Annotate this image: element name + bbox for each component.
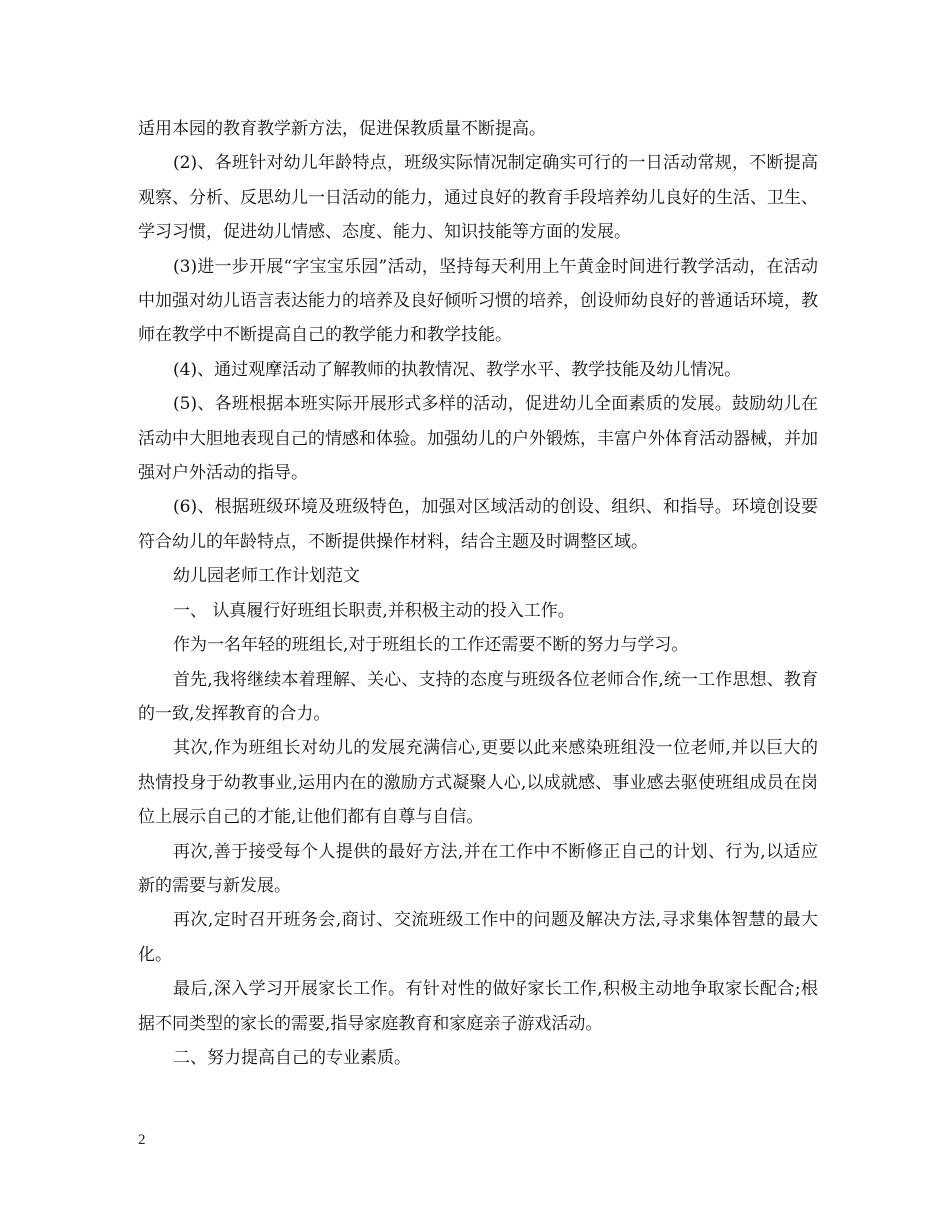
paragraph: (6)、根据班级环境及班级特色，加强对区域活动的创设、组织、和指导。环境创设要符合幼儿的年龄特点，不断提供操作材料，结合主题及时调整区域。 [138, 497, 818, 552]
section-heading: 一、 认真履行好班组长职责,并积极主动的投入工作。 [173, 600, 575, 621]
paragraph: 作为一名年轻的班组长,对于班组长的工作还需要不断的努力与学习。 [173, 635, 689, 656]
paragraph: 最后,深入学习开展家长工作。有针对性的做好家长工作,积极主动地争取家长配合;根据不同类型的家长的需要,指导家庭教育和家庭亲子游戏活动。 [138, 979, 818, 1034]
paragraph: 再次,定时召开班务会,商讨、交流班级工作中的问题及解决方法,寻求集体智慧的最大化。 [138, 910, 818, 965]
paragraph: (3)进一步开展“字宝宝乐园”活动，坚持每天利用上午黄金时间进行教学活动，在活动中加强对幼儿语言表达能力的培养及良好倾听习惯的培养，创设师幼良好的普通话环境，教师在教学中不断提高自己的教学能力和教学技能。 [138, 256, 818, 346]
paragraph: (4)、通过观摩活动了解教师的执教情况、教学水平、教学技能及幼儿情况。 [173, 359, 742, 380]
section-heading: 二、努力提高自己的专业素质。 [173, 1047, 411, 1068]
paragraph: 适用本园的教育教学新方法，促进保教质量不断提高。 [138, 119, 546, 139]
paragraph: 其次,作为班组长对幼儿的发展充满信心,更要以此来感染班组没一位老师,并以巨大的热情投身于幼教事业,运用内在的激励方式凝聚人心,以成就感、事业感去驱使班组成员在岗位上展示自己的才能,让他们都有自尊与自信。 [138, 738, 818, 828]
paragraph: 首先,我将继续本着理解、关心、支持的态度与班级各位老师合作,统一工作思想、教育的一致,发挥教育的合力。 [138, 669, 818, 724]
paragraph: (2)、各班针对幼儿年龄特点，班级实际情况制定确实可行的一日活动常规，不断提高观察、分析、反思幼儿一日活动的能力，通过良好的教育手段培养幼儿良好的生活、卫生、学习习惯，促进幼儿情感、态度、能力、知识技能等方面的发展。 [138, 153, 818, 243]
document-body [138, 112, 818, 1075]
page-number: 2 [138, 1132, 146, 1148]
paragraph: (5)、各班根据本班实际开展形式多样的活动，促进幼儿全面素质的发展。鼓励幼儿在活动中大胆地表现自己的情感和体验。加强幼儿的户外锻炼，丰富户外体育活动器械，并加强对户外活动的指导。 [138, 394, 818, 484]
section-title: 幼儿园老师工作计划范文 [173, 566, 360, 587]
paragraph: 再次,善于接受每个人提供的最好方法,并在工作中不断修正自己的计划、行为,以适应新的需要与新发展。 [138, 841, 818, 896]
